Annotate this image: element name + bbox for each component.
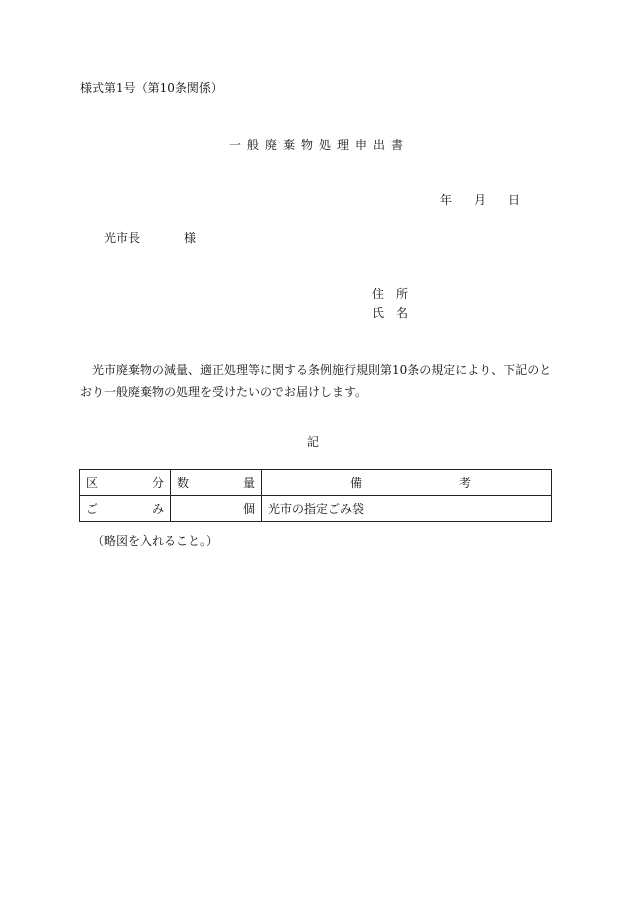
cell-text: ご bbox=[86, 501, 99, 516]
cell-text: み bbox=[151, 501, 164, 516]
header-remarks bbox=[262, 470, 552, 496]
name-label-part: 名 bbox=[396, 306, 409, 320]
addressee bbox=[104, 232, 196, 244]
cell-quantity[interactable] bbox=[171, 496, 262, 522]
header-text: 分 bbox=[151, 475, 164, 490]
table-row bbox=[80, 496, 552, 522]
header-quantity bbox=[171, 470, 262, 496]
name-label-part: 氏 bbox=[372, 306, 385, 320]
month-label: 月 bbox=[474, 193, 487, 207]
table-header-row bbox=[80, 470, 552, 496]
addressee-honorific: 様 bbox=[184, 231, 197, 245]
header-text: 量 bbox=[242, 475, 255, 490]
addressee-name: 光市長 bbox=[104, 231, 141, 245]
day-label: 日 bbox=[508, 193, 521, 207]
sketch-note: （略図を入れること。） bbox=[92, 534, 219, 548]
address-label-part: 所 bbox=[396, 287, 409, 301]
applicant-address-label bbox=[372, 288, 408, 300]
header-text: 区 bbox=[86, 475, 99, 490]
unit-text: 個 bbox=[242, 501, 255, 516]
cell-category bbox=[80, 496, 171, 522]
header-text: 考 bbox=[458, 475, 471, 490]
address-label-part: 住 bbox=[372, 287, 385, 301]
form-number: 様式第1号（第10条関係） bbox=[80, 81, 223, 95]
cell-remarks bbox=[262, 496, 552, 522]
header-category bbox=[80, 470, 171, 496]
body-paragraph: 光市廃棄物の減量、適正処理等に関する条例施行規則第10条の規定により、下記のとおり一般廃棄物の処理を受けたいのでお届けします。 bbox=[80, 363, 552, 399]
ki-heading: 記 bbox=[307, 435, 320, 449]
header-text: 数 bbox=[177, 475, 190, 490]
date-line bbox=[440, 194, 520, 206]
remarks-text: 光市の指定ごみ袋 bbox=[268, 501, 365, 516]
document-title: 一般廃棄物処理申出書 bbox=[229, 138, 410, 152]
year-label: 年 bbox=[440, 193, 453, 207]
items-table bbox=[79, 469, 552, 522]
header-text: 備 bbox=[350, 475, 363, 490]
applicant-name-label bbox=[372, 307, 408, 319]
